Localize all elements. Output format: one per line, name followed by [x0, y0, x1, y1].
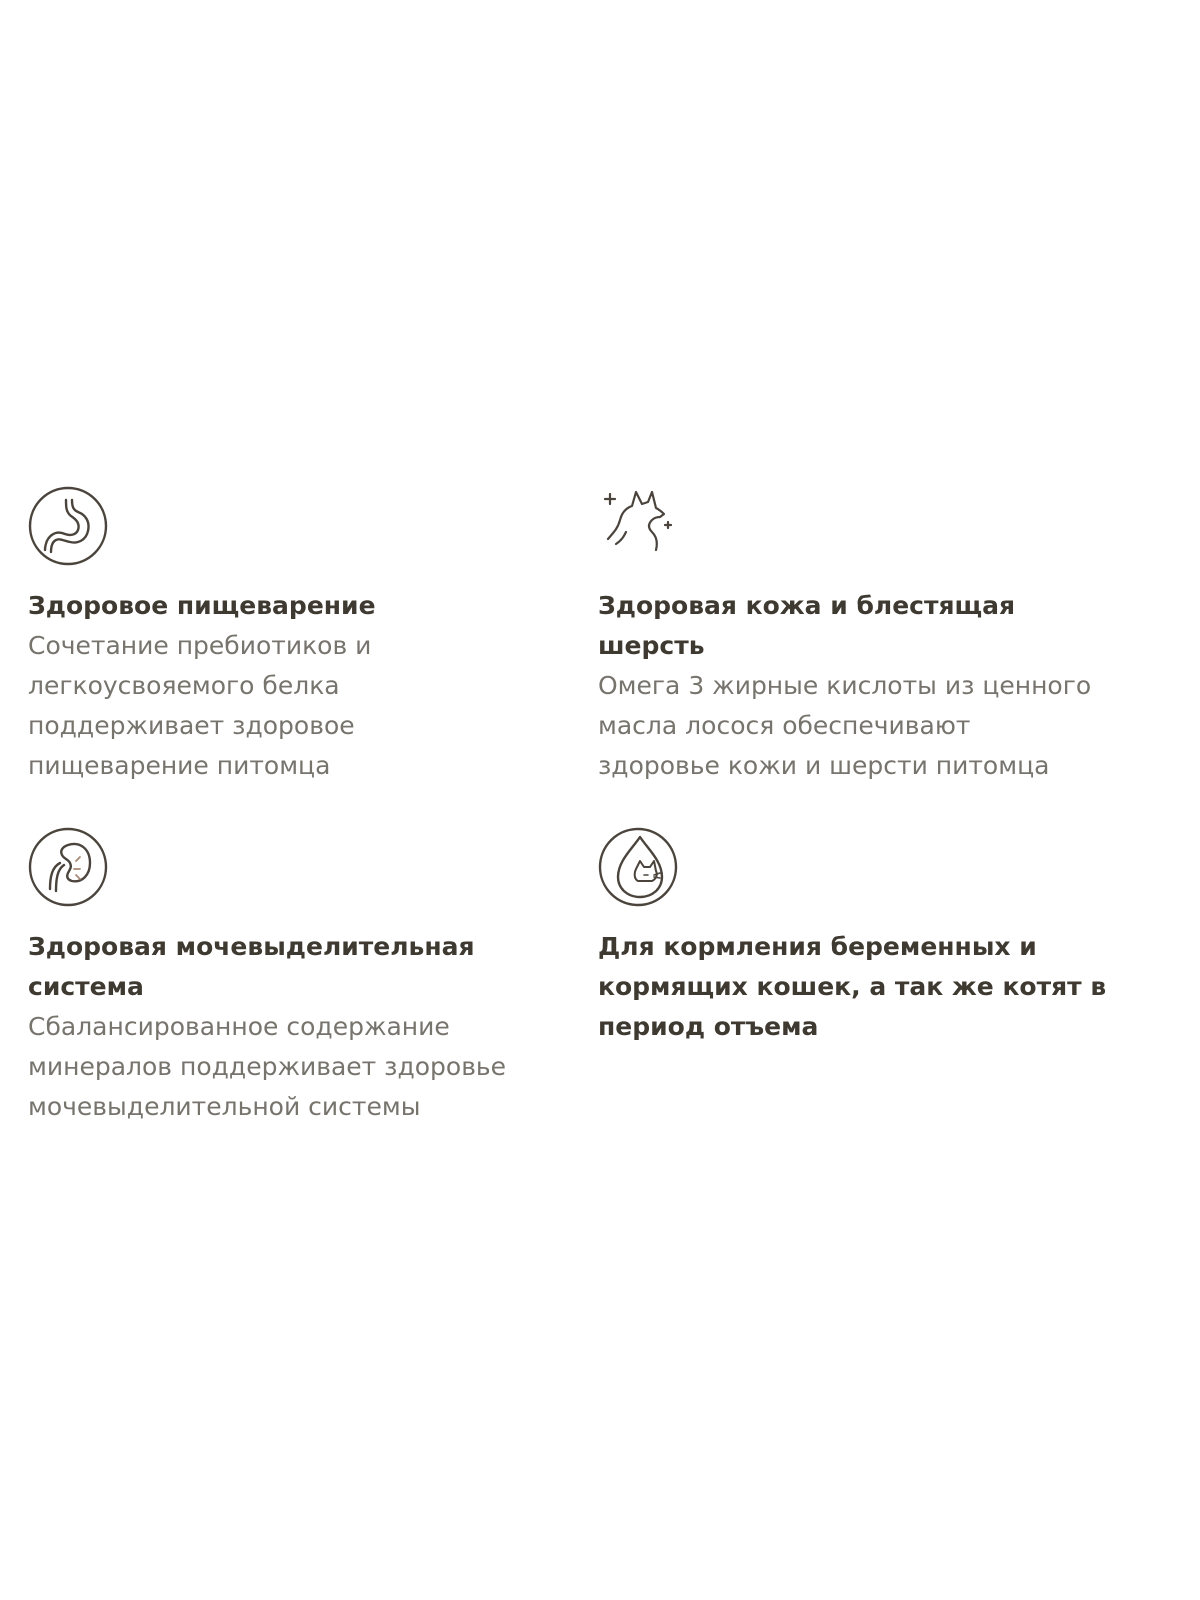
kidney-icon: [28, 825, 112, 909]
feature-pregnant-nursing-cats: [598, 825, 1158, 1047]
cat-droplet-icon: [598, 825, 682, 909]
feature-description: Омега 3 жирные кислоты из ценного масла лосося обеспечивают здоровье кожи и шерсти питомца: [598, 671, 1092, 780]
feature-description: Сочетание пребиотиков и легкоусвояемого белка поддерживает здоровое пищеварение питомца: [28, 631, 372, 780]
stomach-icon: [28, 484, 112, 568]
feature-description: Сбалансированное содержание минералов поддерживает здоровье мочевыделительной системы: [28, 1012, 507, 1121]
feature-title: Здоровое пищеварение: [28, 591, 376, 620]
feature-title: Для кормления беременных и кормящих кошек, а так же котят в период отъема: [598, 932, 1107, 1041]
feature-healthy-urinary-system: [28, 825, 588, 1127]
feature-title: Здоровая мочевыделительная система: [28, 932, 475, 1001]
feature-title: Здоровая кожа и блестящая шерсть: [598, 591, 1016, 660]
shiny-cat-icon: [598, 484, 682, 568]
feature-healthy-digestion: [28, 484, 588, 786]
feature-healthy-skin-coat: [598, 484, 1158, 786]
